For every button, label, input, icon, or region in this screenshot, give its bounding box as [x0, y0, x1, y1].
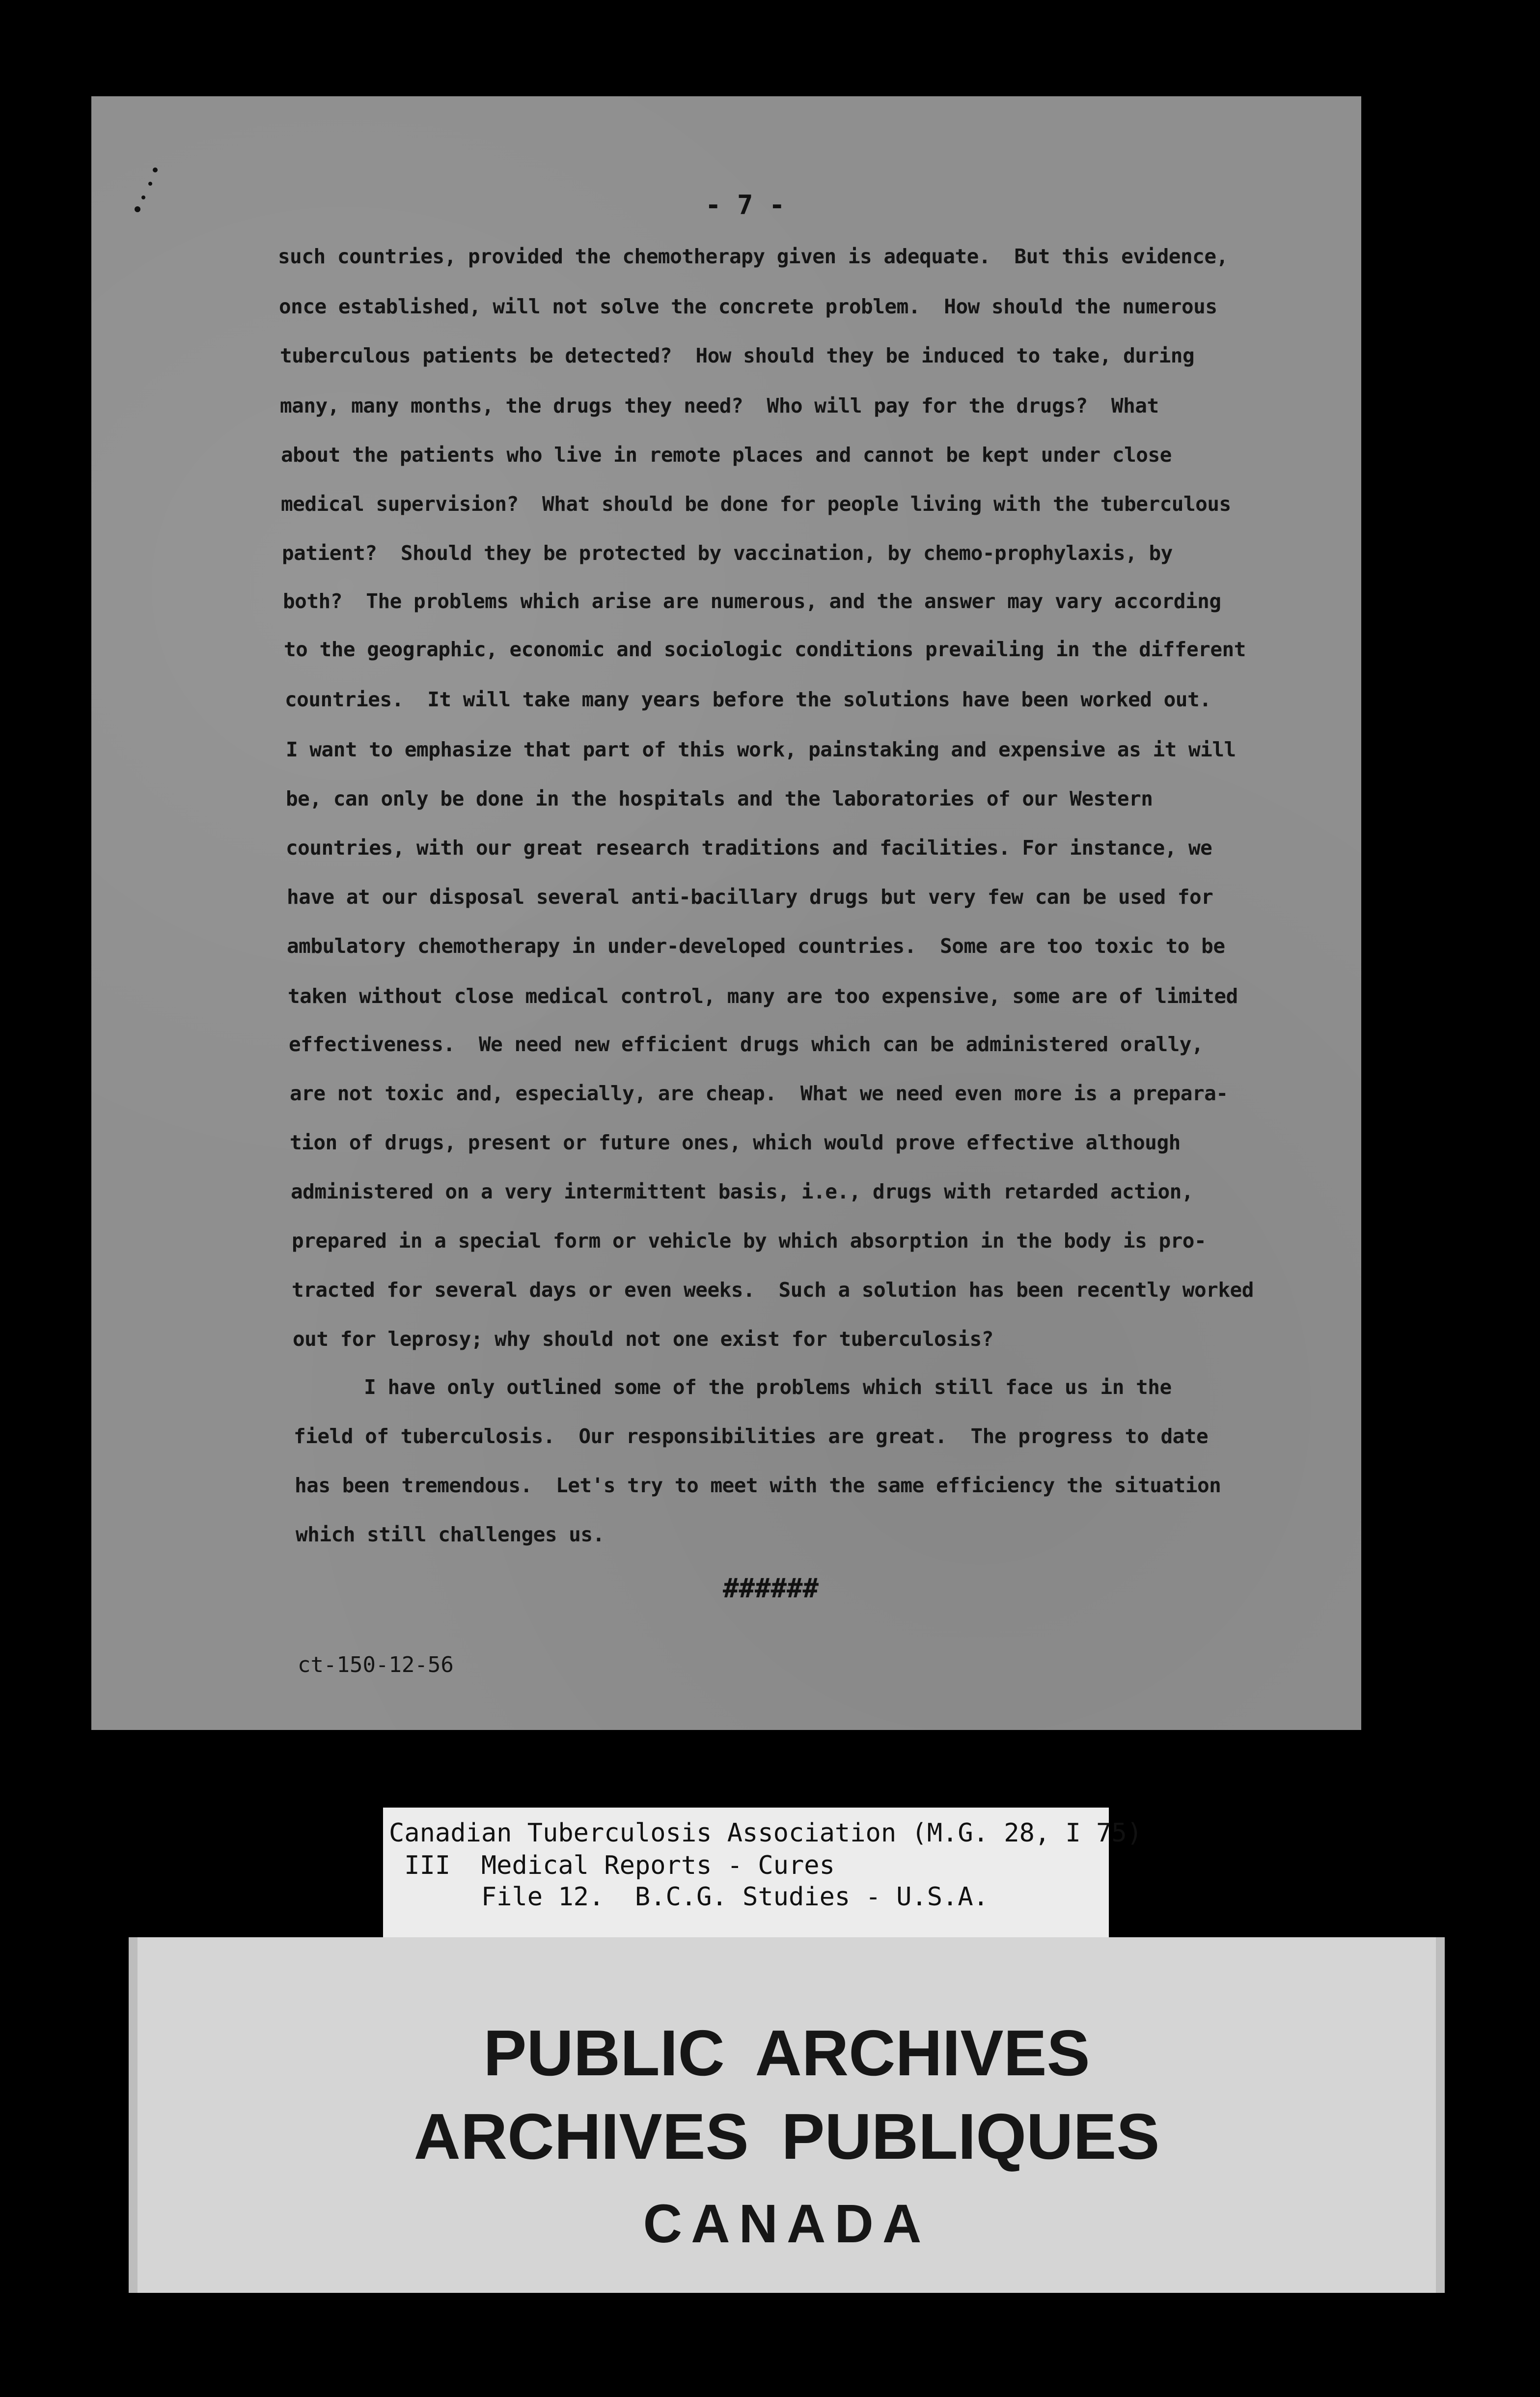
text-line: ambulatory chemotherapy in under-developed countries. Some are too toxic to be [287, 934, 1225, 958]
page-speck-marks [126, 160, 165, 219]
end-of-text-marks: ###### [723, 1573, 819, 1604]
page-number: - 7 - [705, 190, 785, 221]
text-line: countries, with our great research traditions and facilities. For instance, we [286, 836, 1212, 860]
file-code: ct-150-12-56 [298, 1652, 454, 1677]
text-line: taken without close medical control, many are too expensive, some are of limited [288, 984, 1238, 1008]
text-line: have at our disposal several anti-bacillary drugs but very few can be used for [287, 885, 1213, 909]
label-file: File 12. B.C.G. Studies - U.S.A. [389, 1882, 989, 1912]
label-collection: Canadian Tuberculosis Association (M.G. 28, I 75) [389, 1818, 1143, 1848]
text-line: administered on a very intermittent basis, i.e., drugs with retarded action, [291, 1180, 1193, 1203]
text-line: tracted for several days or even weeks. Such a solution has been recently worked [292, 1278, 1254, 1302]
text-line: out for leprosy; why should not one exist for tuberculosis? [293, 1327, 993, 1351]
text-line: prepared in a special form or vehicle by which absorption in the body is pro- [292, 1229, 1207, 1253]
text-line: medical supervision? What should be done for people living with the tuberculous [281, 492, 1231, 516]
text-line: to the geographic, economic and sociologic conditions prevailing in the different [284, 638, 1246, 661]
text-line: effectiveness. We need new efficient drugs which can be administered orally, [289, 1032, 1204, 1056]
banner-country: CANADA [643, 2194, 931, 2254]
text-line: has been tremendous. Let's try to meet with the same efficiency the situation [295, 1474, 1221, 1497]
text-line: countries. It will take many years before the solutions have been worked out. [285, 688, 1211, 711]
text-line: I want to emphasize that part of this work, painstaking and expensive as it will [286, 738, 1236, 761]
text-line: field of tuberculosis. Our responsibilities are great. The progress to date [294, 1424, 1209, 1448]
text-line: I have only outlined some of the problems which still face us in the [293, 1375, 1172, 1399]
banner-title-french: ARCHIVES PUBLIQUES [413, 2100, 1160, 2173]
text-line: about the patients who live in remote places and cannot be kept under close [281, 443, 1172, 467]
text-line: such countries, provided the chemotherapy given is adequate. But this evidence, [278, 245, 1228, 268]
text-line: tuberculous patients be detected? How should they be induced to take, during [280, 344, 1195, 367]
public-archives-banner [129, 1937, 1445, 2293]
label-series: III Medical Reports - Cures [389, 1851, 835, 1880]
text-line: which still challenges us. [296, 1523, 605, 1546]
text-line: many, many months, the drugs they need? Who will pay for the drugs? What [280, 394, 1159, 418]
text-line: tion of drugs, present or future ones, which would prove effective although [290, 1131, 1181, 1154]
typewritten-page [91, 96, 1361, 1730]
text-line: patient? Should they be protected by vaccination, by chemo-prophylaxis, by [282, 541, 1173, 565]
text-line: both? The problems which arise are numerous, and the answer may vary according [283, 589, 1221, 613]
text-line: once established, will not solve the concrete problem. How should the numerous [279, 295, 1217, 318]
text-line: are not toxic and, especially, are cheap. What we need even more is a prepara- [290, 1082, 1228, 1105]
text-line: be, can only be done in the hospitals and the laboratories of our Western [286, 787, 1153, 810]
banner-title-english: PUBLIC ARCHIVES [483, 2017, 1090, 2089]
archive-label [383, 1808, 1143, 1937]
